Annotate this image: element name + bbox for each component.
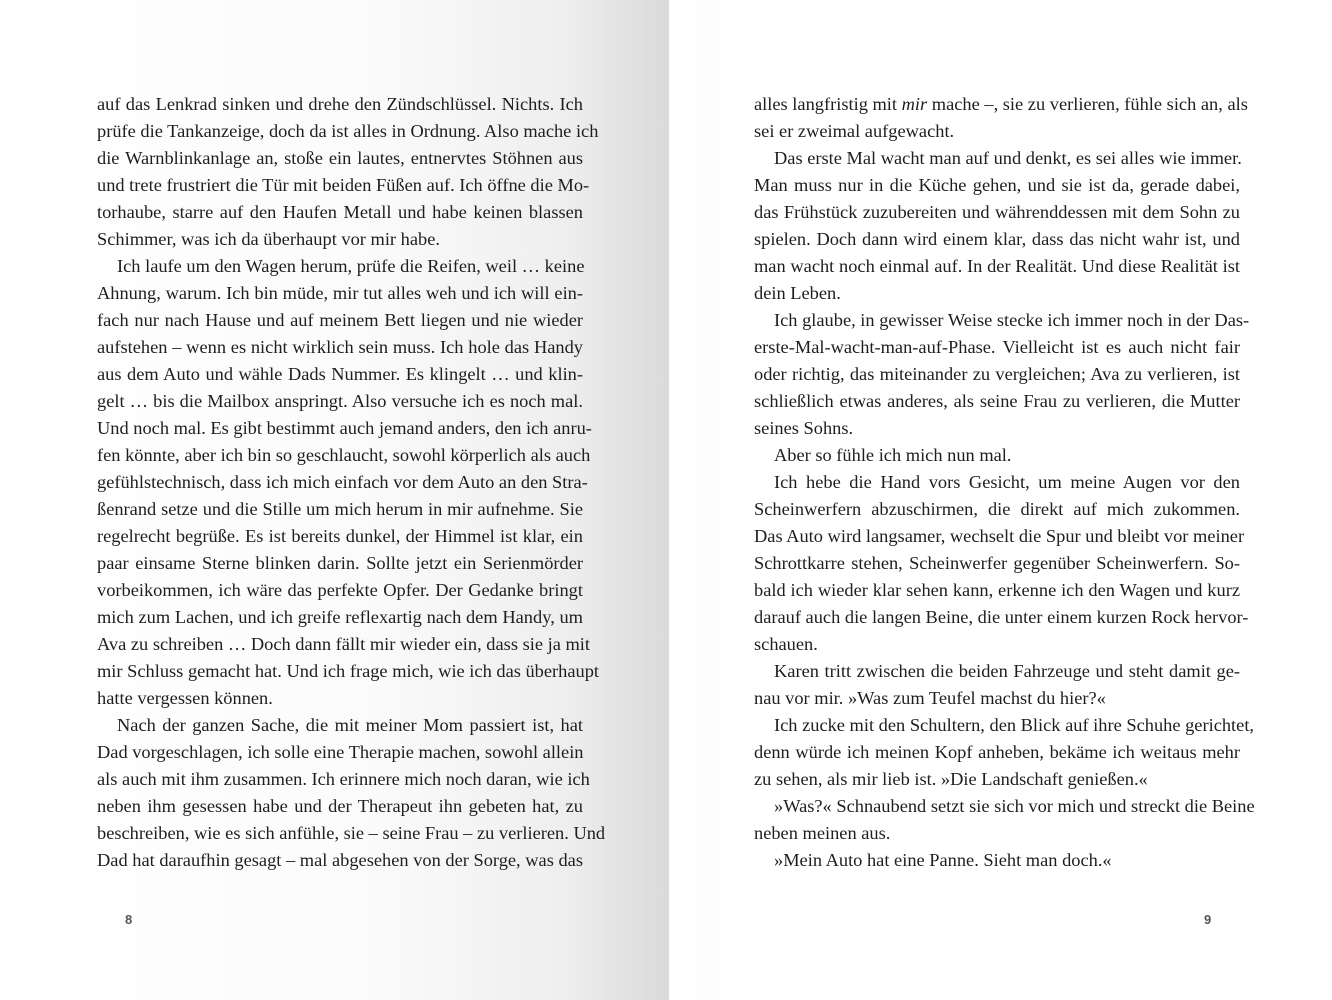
text-line: spielen. Doch dann wird einem klar, dass das nicht wahr ist, und: [754, 229, 1240, 249]
text-line: Karen tritt zwischen die beiden Fahrzeuge und steht damit ge-: [774, 661, 1240, 681]
text-line: Schrottkarre stehen, Scheinwerfer gegenüber Scheinwerfern. So-: [754, 553, 1240, 573]
text-line: mir Schluss gemacht hat. Und ich frage mich, wie ich das überhaupt: [97, 661, 600, 681]
text-line: oder richtig, das miteinander zu vergleichen; Ava zu verlieren, ist: [754, 364, 1240, 384]
right-page: [669, 0, 1332, 1000]
text-line: neben ihm gesessen habe und der Therapeut ihn gebeten hat, zu: [97, 796, 583, 816]
text-line: gelt … bis die Mailbox anspringt. Also versuche ich es noch mal.: [97, 391, 583, 411]
page-number: 8: [125, 912, 133, 927]
text-line: gefühlstechnisch, dass ich mich einfach vor dem Auto an den Stra-: [97, 472, 588, 492]
text-line: Das Auto wird langsamer, wechselt die Spur und bleibt vor meiner: [754, 526, 1245, 546]
text-line: Ich zucke mit den Schultern, den Blick auf ihre Schuhe gerichtet,: [774, 715, 1255, 735]
text-line: [754, 91, 1248, 118]
text-line: die Warnblinkanlage an, stoße ein lautes, entnervtes Stöhnen aus: [97, 148, 583, 168]
text-line: Ich hebe die Hand vors Gesicht, um meine Augen vor den: [774, 472, 1240, 492]
text-line: mich zum Lachen, und ich greife reflexartig nach dem Handy, um: [97, 607, 583, 627]
text-line: schließlich etwas anderes, als seine Frau zu verlieren, die Mutter: [754, 391, 1240, 411]
text-line: Dad vorgeschlagen, ich solle eine Therapie machen, sowohl allein: [97, 742, 584, 762]
text-line: bald ich wieder klar sehen kann, erkenne ich den Wagen und kurz: [754, 580, 1240, 600]
text-line: Ich glaube, in gewisser Weise stecke ich immer noch in der Das-: [774, 310, 1250, 330]
text-line: nau vor mir. »Was zum Teufel machst du hier?«: [754, 688, 1106, 708]
text-line: darauf auch die langen Beine, die unter einem kurzen Rock hervor-: [754, 607, 1249, 627]
text-line: regelrecht begrüße. Es ist bereits dunkel, der Himmel ist klar, ein: [97, 526, 583, 546]
emphasized-word: mir: [901, 94, 928, 114]
text-line: aufstehen – wenn es nicht wirklich sein muss. Ich hole das Handy: [97, 337, 583, 357]
text-line: Schimmer, was ich da überhaupt vor mir habe.: [97, 229, 440, 249]
text-line: beschreiben, wie es sich anfühle, sie – seine Frau – zu verlieren. Und: [97, 823, 606, 843]
text-line: aus dem Auto und wähle Dads Nummer. Es klingelt … und klin-: [97, 364, 583, 384]
text-line: »Was?« Schnaubend setzt sie sich vor mich und streckt die Beine: [774, 796, 1255, 816]
text-line: vorbeikommen, ich wäre das perfekte Opfer. Der Gedanke bringt: [97, 580, 583, 600]
text-line: zu sehen, als mir lieb ist. »Die Landschaft genießen.«: [754, 769, 1148, 789]
text-line: Dad hat daraufhin gesagt – mal abgesehen von der Sorge, was das: [97, 850, 583, 870]
text-line: torhaube, starre auf den Haufen Metall und habe keinen blassen: [97, 202, 583, 222]
text-line: schauen.: [754, 634, 818, 654]
text-line: man wacht noch einmal auf. In der Realität. Und diese Realität ist: [754, 256, 1240, 276]
text-line: sei er zweimal aufgewacht.: [754, 121, 955, 141]
page-number: 9: [1204, 912, 1212, 927]
text-line: fen könnte, aber ich bin so geschlaucht, sowohl körperlich als auch: [97, 445, 591, 465]
text-line: Ahnung, warum. Ich bin müde, mir tut alles weh und ich will ein-: [97, 283, 583, 303]
text-line: Und noch mal. Es gibt bestimmt auch jemand anders, den ich anru-: [97, 418, 592, 438]
right-page-text: [754, 91, 1255, 874]
text-line: auf das Lenkrad sinken und drehe den Zündschlüssel. Nichts. Ich: [97, 94, 583, 114]
text-line: hatte vergessen können.: [97, 688, 273, 708]
text-line: und trete frustriert die Tür mit beiden Füßen auf. Ich öffne die Mo-: [97, 175, 590, 195]
left-page-text: [97, 91, 606, 874]
text-line: seines Sohns.: [754, 418, 854, 438]
text-line: denn würde ich meinen Kopf anheben, bekäme ich weitaus mehr: [754, 742, 1240, 762]
text-segment: alles langfristig mit: [754, 94, 902, 114]
text-line: paar einsame Sterne blinken darin. Sollte jetzt ein Serienmörder: [97, 553, 583, 573]
text-line: Ich laufe um den Wagen herum, prüfe die Reifen, weil … keine: [117, 256, 585, 276]
text-line: Ava zu schreiben … Doch dann fällt mir wieder ein, dass sie ja mit: [97, 634, 590, 654]
text-line: erste-Mal-wacht-man-auf-Phase. Vielleicht ist es auch nicht fair: [754, 337, 1240, 357]
text-line: Aber so fühle ich mich nun mal.: [774, 445, 1012, 465]
text-line: Man muss nur in die Küche gehen, und sie ist da, gerade dabei,: [754, 175, 1240, 195]
text-line: neben meinen aus.: [754, 823, 891, 843]
text-line: prüfe die Tankanzeige, doch da ist alles in Ordnung. Also mache ich: [97, 121, 599, 141]
text-line: als auch mit ihm zusammen. Ich erinnere mich noch daran, wie ich: [97, 769, 590, 789]
text-line: »Mein Auto hat eine Panne. Sieht man doch.«: [774, 850, 1112, 870]
text-line: Das erste Mal wacht man auf und denkt, es sei alles wie immer.: [774, 148, 1242, 168]
text-line: fach nur nach Hause und auf meinem Bett liegen und nie wieder: [97, 310, 583, 330]
text-line: Scheinwerfern abzuschirmen, die direkt auf mich zukommen.: [754, 499, 1240, 519]
text-line: das Frühstück zuzubereiten und währenddessen mit dem Sohn zu: [754, 202, 1240, 222]
text-line: Nach der ganzen Sache, die mit meiner Mom passiert ist, hat: [117, 715, 583, 735]
text-line: dein Leben.: [754, 283, 841, 303]
text-segment: mache –, sie zu verlieren, fühle sich an, als: [927, 94, 1248, 114]
text-line: ßenrand setze und die Stille um mich herum in mir aufnehme. Sie: [97, 499, 583, 519]
